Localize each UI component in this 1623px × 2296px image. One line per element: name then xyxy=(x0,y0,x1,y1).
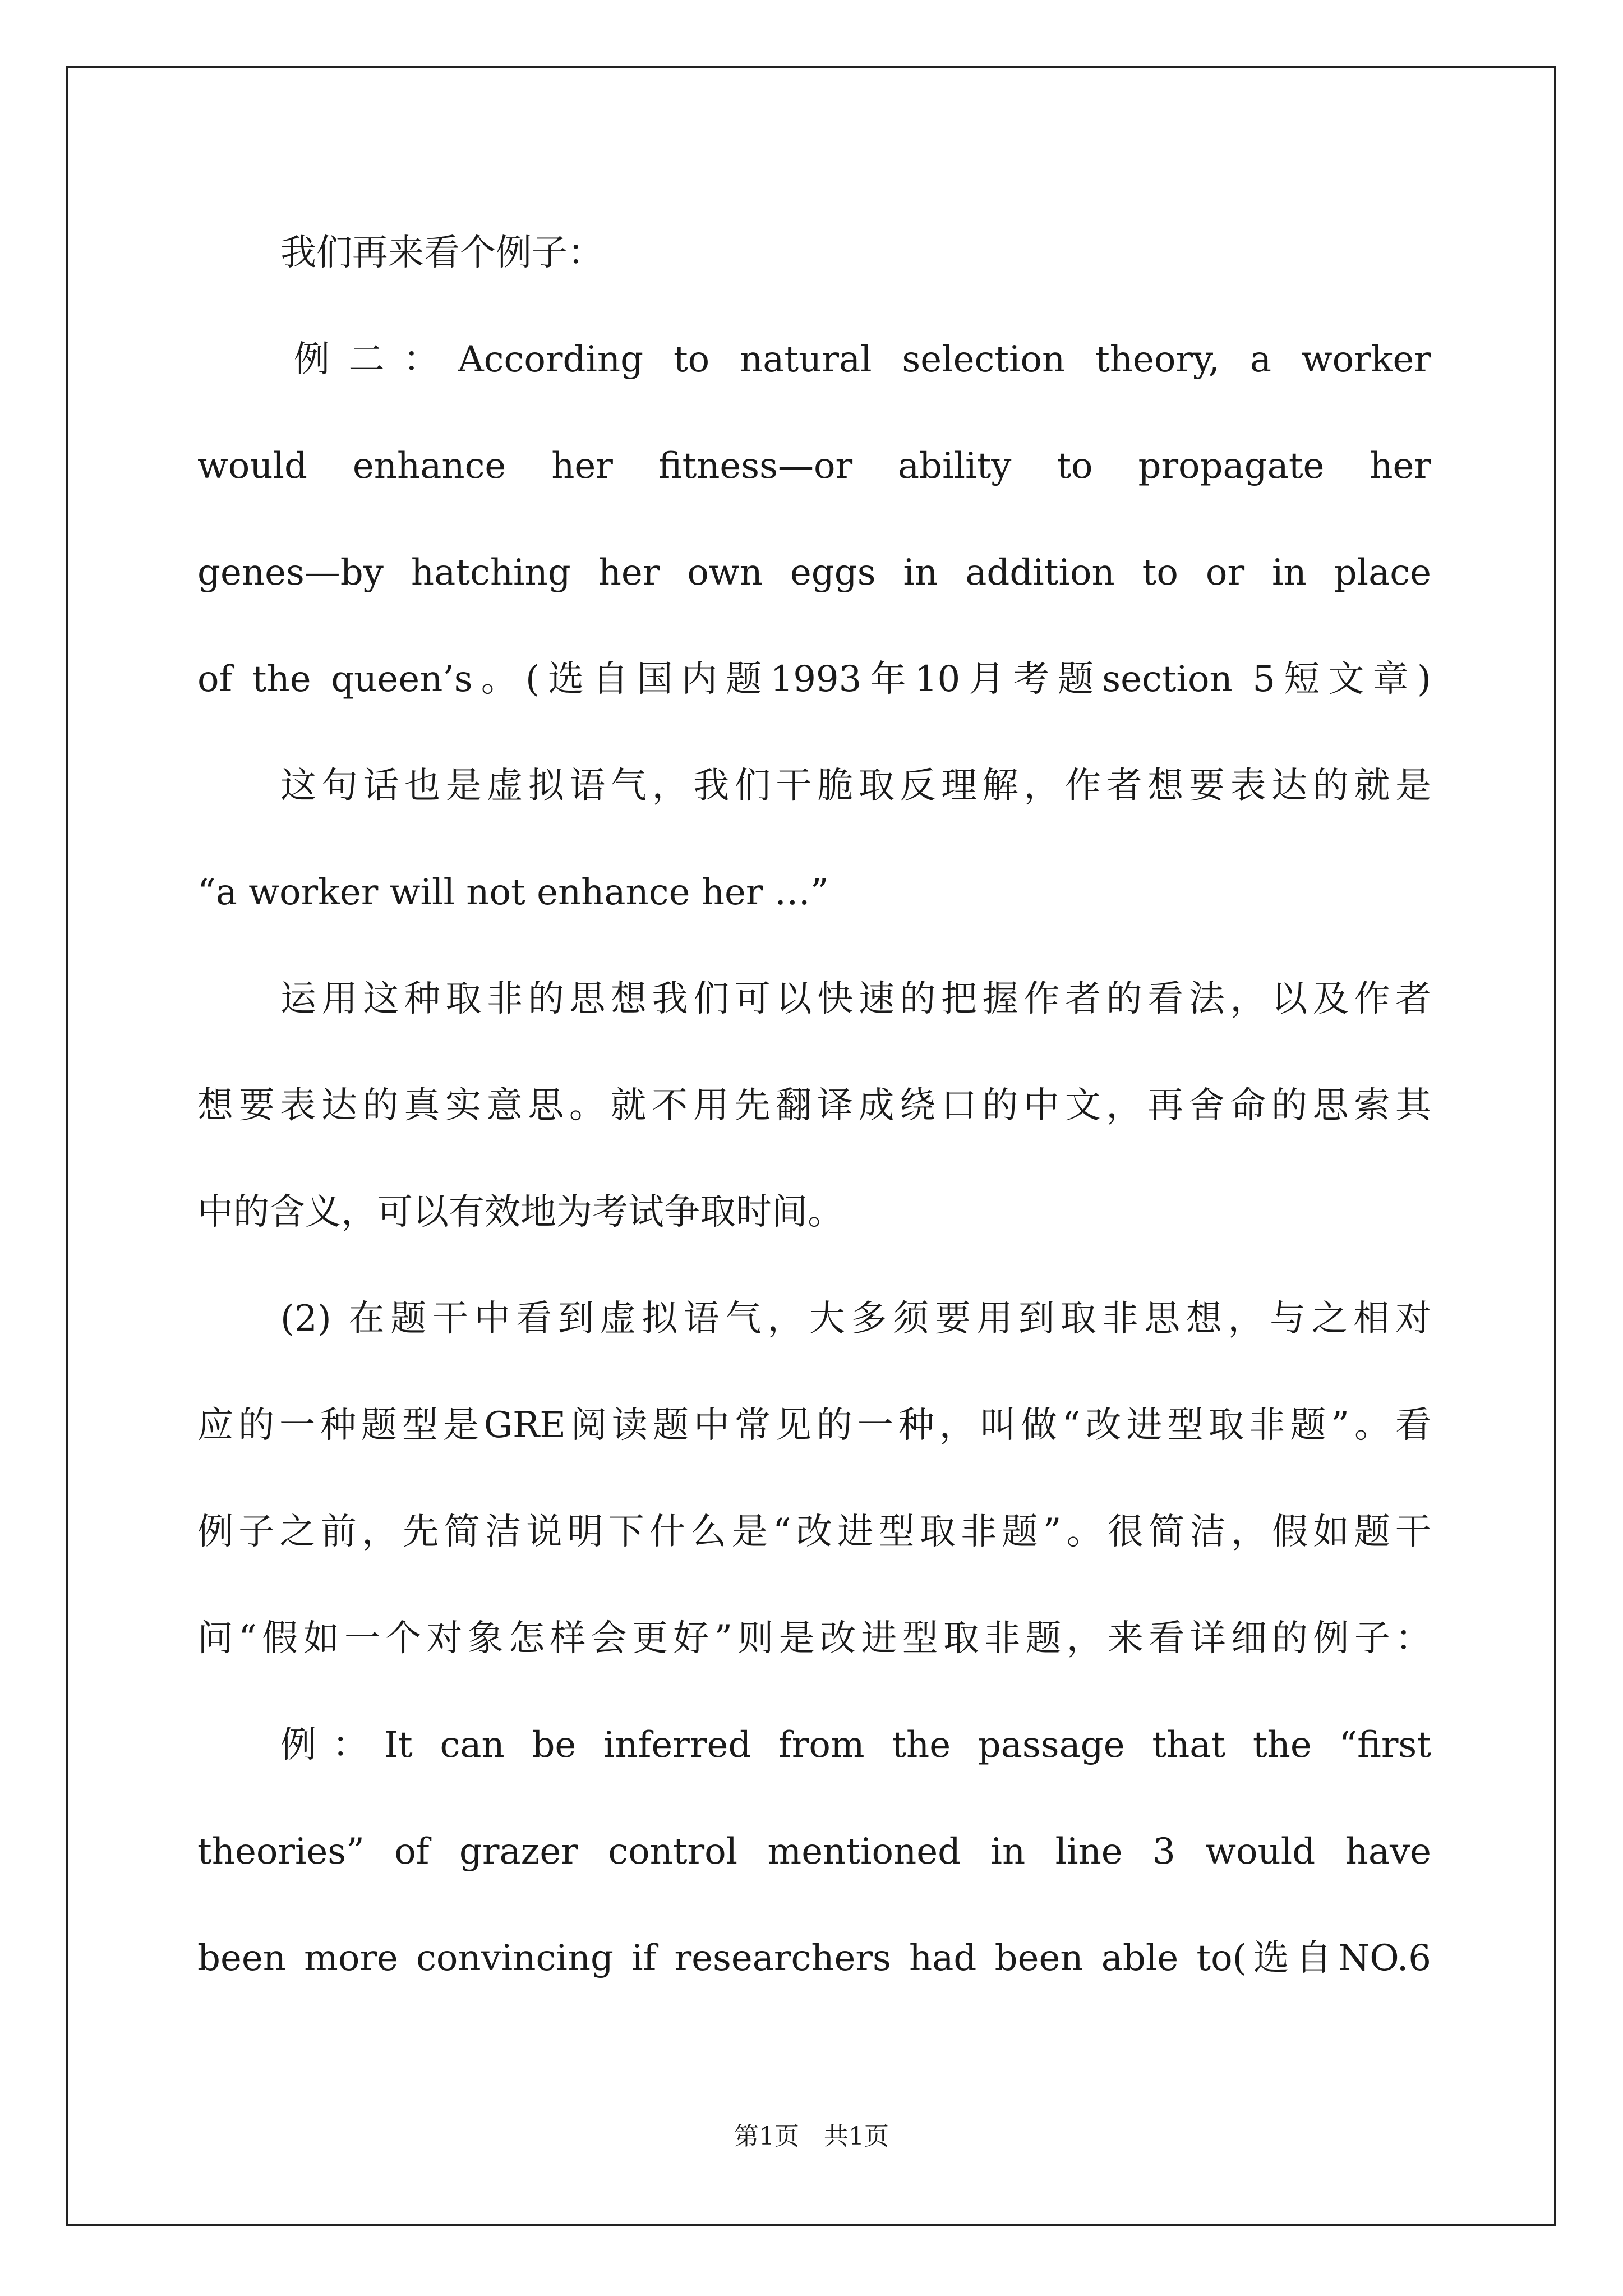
paragraph-line: 应的一种题型是GRE阅读题中常见的一种，叫做“改进型取非题”。看 xyxy=(197,1405,1431,1446)
paragraph-line: 这句话也是虚拟语气，我们干脆取反理解，作者想要表达的就是 xyxy=(280,765,1431,807)
paragraph-line: “a worker will not enhance her …” xyxy=(197,872,829,913)
paragraph-line: 中的含义，可以有效地为考试争取时间。 xyxy=(197,1191,843,1233)
paragraph-line: 问“假如一个对象怎样会更好”则是改进型取非题，来看详细的例子： xyxy=(197,1618,1431,1659)
paragraph-line: of the queen’s。(选自国内题1993年10月考题section 5短文章) xyxy=(197,659,1431,700)
paragraph-line: genes—by hatching her own eggs in addition to or in place xyxy=(197,552,1431,593)
paragraph-line: 想要表达的真实意思。就不用先翻译成绕口的中文，再舍命的思索其 xyxy=(197,1085,1431,1126)
document-body xyxy=(197,200,1431,2012)
paragraph-line: 运用这种取非的思想我们可以快速的把握作者的看法，以及作者 xyxy=(280,978,1431,1020)
paragraph-line: theories” of grazer control mentioned in line 3 would have xyxy=(197,1831,1431,1872)
paragraph-line: 我们再来看个例子： xyxy=(280,232,603,274)
paragraph-line: would enhance her fitness—or ability to propagate her xyxy=(197,445,1431,487)
page-number: 第1页 共1页 xyxy=(734,2122,889,2151)
paragraph-line: 例：It can be inferred from the passage that the “first xyxy=(280,1724,1431,1766)
paragraph-line: 例子之前，先简洁说明下什么是“改进型取非题”。很简洁，假如题干 xyxy=(197,1511,1431,1553)
paragraph-line: been more convincing if researchers had been able to(选自NO.6 xyxy=(197,1938,1431,1979)
paragraph-line: (2) 在题干中看到虚拟语气，大多须要用到取非思想，与之相对 xyxy=(280,1298,1431,1340)
paragraph-line: 例二：According to natural selection theory, a worker xyxy=(294,339,1431,380)
